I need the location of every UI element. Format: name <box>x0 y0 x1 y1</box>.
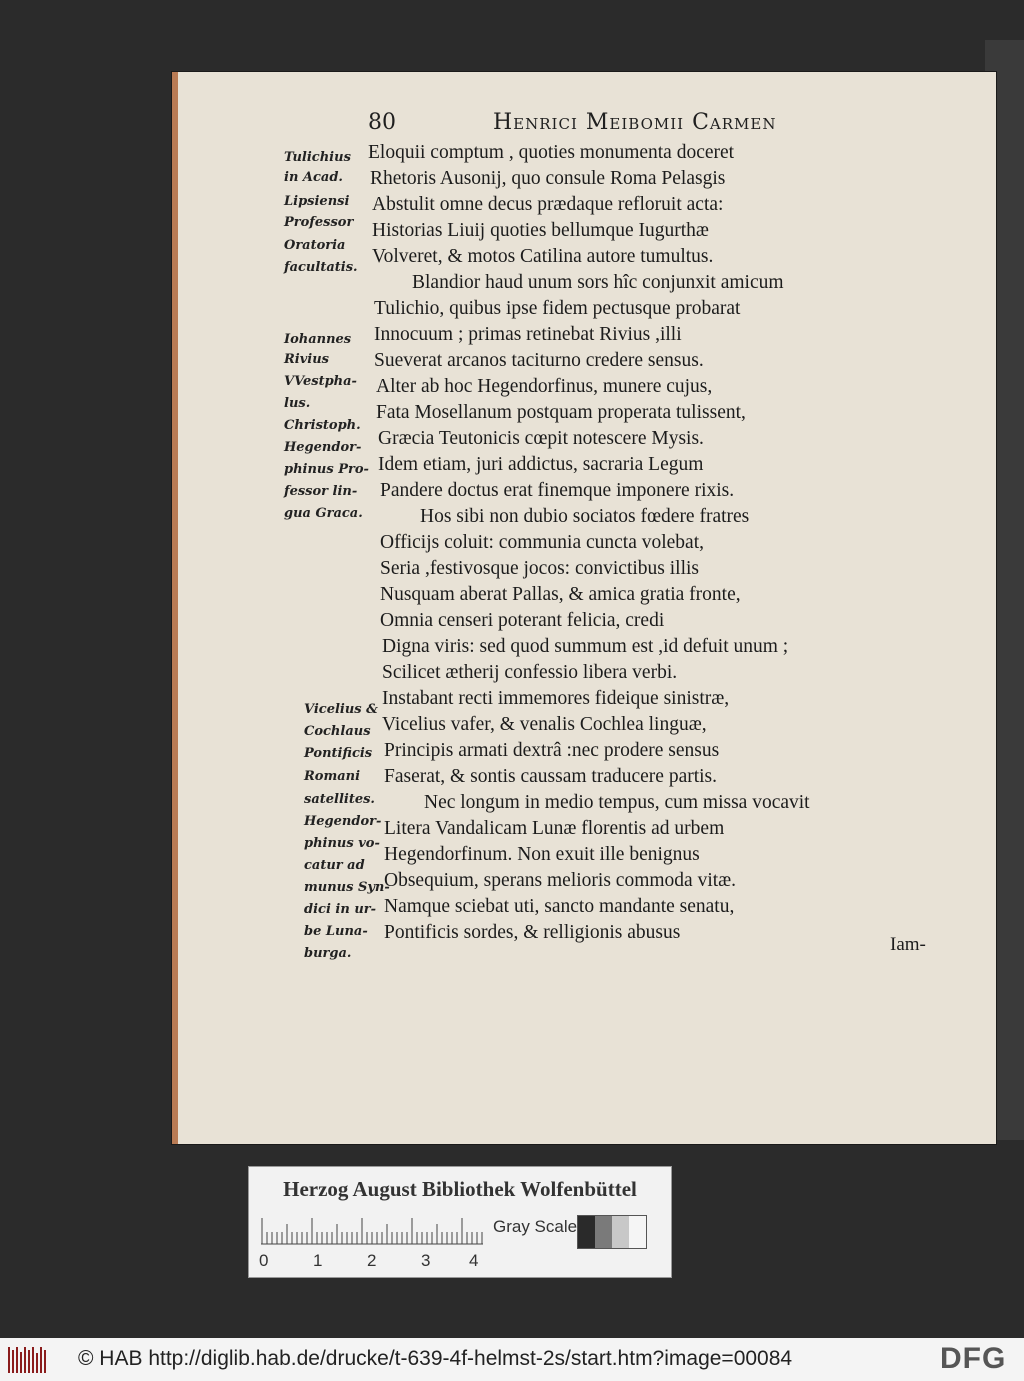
verse-line: Fata Mosellanum postquam properata tulissent, <box>376 402 746 423</box>
verse-line: Principis armati dextrâ :nec prodere sensus <box>384 740 720 761</box>
margin-note-line: satellites. <box>304 792 375 807</box>
margin-note-line: Hegendor- <box>284 440 362 455</box>
verse-line: Eloquii comptum , quoties monumenta doceret <box>368 142 735 163</box>
margin-note-line: dici in ur- <box>304 902 377 917</box>
gray-scale-swatches <box>577 1215 647 1249</box>
verse-line: Tulichio, quibus ipse fidem pectusque probarat <box>374 298 741 319</box>
gray-swatch <box>629 1216 646 1248</box>
verse-line: Blandior haud unum sors hîc conjunxit amicum <box>412 272 784 293</box>
margin-note-line: phinus vo- <box>304 836 380 851</box>
gray-swatch <box>595 1216 612 1248</box>
verse-line: Pandere doctus erat finemque imponere rixis. <box>380 480 735 501</box>
verse-line: Instabant recti immemores fideique sinistræ, <box>382 688 730 709</box>
ruler-number: 1 <box>313 1251 323 1270</box>
verse-line: Græcia Teutonicis cœpit notescere Mysis. <box>378 428 704 449</box>
hab-barcode-icon <box>8 1347 46 1373</box>
margin-note-line: lus. <box>284 396 311 411</box>
verse-line: Namque sciebat uti, sancto mandante senatu, <box>384 896 735 917</box>
margin-note-line: VVestpha- <box>284 374 357 389</box>
verse-line: Digna viris: sed quod summum est ,id defuit unum ; <box>382 636 789 657</box>
running-head: Henrici Meibomii Carmen <box>493 110 777 135</box>
margin-note-line: catur ad <box>304 858 365 873</box>
ruler-number: 3 <box>421 1251 431 1270</box>
margin-note-line: gua Graca. <box>284 506 363 521</box>
margin-note-line: Cochlaus <box>304 724 371 739</box>
margin-note-line: fessor lin- <box>284 484 358 499</box>
gray-swatch <box>612 1216 629 1248</box>
margin-note-line: phinus Pro- <box>284 462 369 477</box>
verse-line: Vicelius vafer, & venalis Cochlea linguæ, <box>382 714 707 735</box>
gray-swatch <box>578 1216 595 1248</box>
verse-line: Innocuum ; primas retinebat Rivius ,illi <box>374 324 682 345</box>
verse-line: Rhetoris Ausonij, quo consule Roma Pelasgis <box>370 168 726 189</box>
verse-line: Hegendorfinum. Non exuit ille benignus <box>384 844 700 865</box>
verse-line: Nusquam aberat Pallas, & amica gratia fronte, <box>380 584 741 605</box>
margin-note-line: Christoph. <box>284 418 361 433</box>
margin-note-line: Tulichius <box>284 150 351 165</box>
dfg-logo: DFG <box>940 1342 1007 1375</box>
margin-note-line: Oratoria <box>284 238 346 253</box>
margin-note-line: burga. <box>304 946 352 961</box>
verse-line: Historias Liuij quoties bellumque Iugurthæ <box>372 220 709 241</box>
verse-line: Officijs coluit: communia cuncta volebat, <box>380 532 705 553</box>
margin-note-line: facultatis. <box>284 260 358 275</box>
verse-line: Scilicet ætherij confessio libera verbi. <box>382 662 678 683</box>
margin-note-line: Hegendor- <box>304 814 382 829</box>
margin-note-line: Iohannes <box>284 332 352 347</box>
verse-line: Faserat, & sontis caussam traducere partis. <box>384 766 718 787</box>
verse-line: Nec longum in medio tempus, cum missa vocavit <box>424 792 810 813</box>
margin-note-line: in Acad. <box>284 170 343 185</box>
source-url-text: © HAB http://diglib.hab.de/drucke/t-639-4f-helmst-2s/start.htm?image=00084 <box>78 1347 793 1370</box>
book-page <box>172 72 996 1144</box>
footer-bar <box>0 1338 1024 1381</box>
verse-line: Litera Vandalicam Lunæ florentis ad urbem <box>384 818 725 839</box>
verse-line: Abstulit omne decus prædaque refloruit acta: <box>372 194 724 215</box>
margin-note-line: Pontificis <box>304 746 373 761</box>
catchword: Iam- <box>890 934 926 955</box>
verse-line: Idem etiam, juri addictus, sacraria Legum <box>378 454 704 475</box>
margin-note-line: Lipsiensi <box>284 194 350 209</box>
verse-line: Hos sibi non dubio sociatos fœdere fratres <box>420 506 750 527</box>
ruler-number: 2 <box>367 1251 377 1270</box>
margin-note-line: be Luna- <box>304 924 368 939</box>
ruler-number: 0 <box>259 1251 269 1270</box>
margin-note-line: Romani <box>304 769 361 784</box>
verse-line: Obsequium, sperans melioris commoda vitæ. <box>384 870 737 891</box>
verse-line: Omnia censeri poterant felicia, credi <box>380 610 665 631</box>
margin-note-line: Professor <box>284 215 354 230</box>
margin-note-line: Rivius <box>284 352 330 367</box>
library-name: Herzog August Bibliothek Wolfenbüttel <box>283 1177 637 1201</box>
page-header <box>368 110 968 135</box>
verse-line: Volveret, & motos Catilina autore tumultus. <box>372 246 714 267</box>
margin-note-line: Vicelius & <box>304 702 378 717</box>
page-number: 80 <box>368 110 396 135</box>
verse-line: Seria ,festivosque jocos: convictibus illis <box>380 558 699 579</box>
ruler-number: 4 <box>469 1251 479 1270</box>
color-scale-card <box>248 1166 672 1278</box>
verse-line: Alter ab hoc Hegendorfinus, munere cujus, <box>376 376 713 397</box>
margin-note-line: munus Syn- <box>304 880 390 895</box>
verse-line: Sueverat arcanos taciturno credere sensus. <box>374 350 704 371</box>
ruler <box>261 1215 483 1245</box>
verse-line: Pontificis sordes, & relligionis abusus <box>384 922 681 943</box>
gray-scale-label: Gray Scale <box>493 1217 578 1236</box>
